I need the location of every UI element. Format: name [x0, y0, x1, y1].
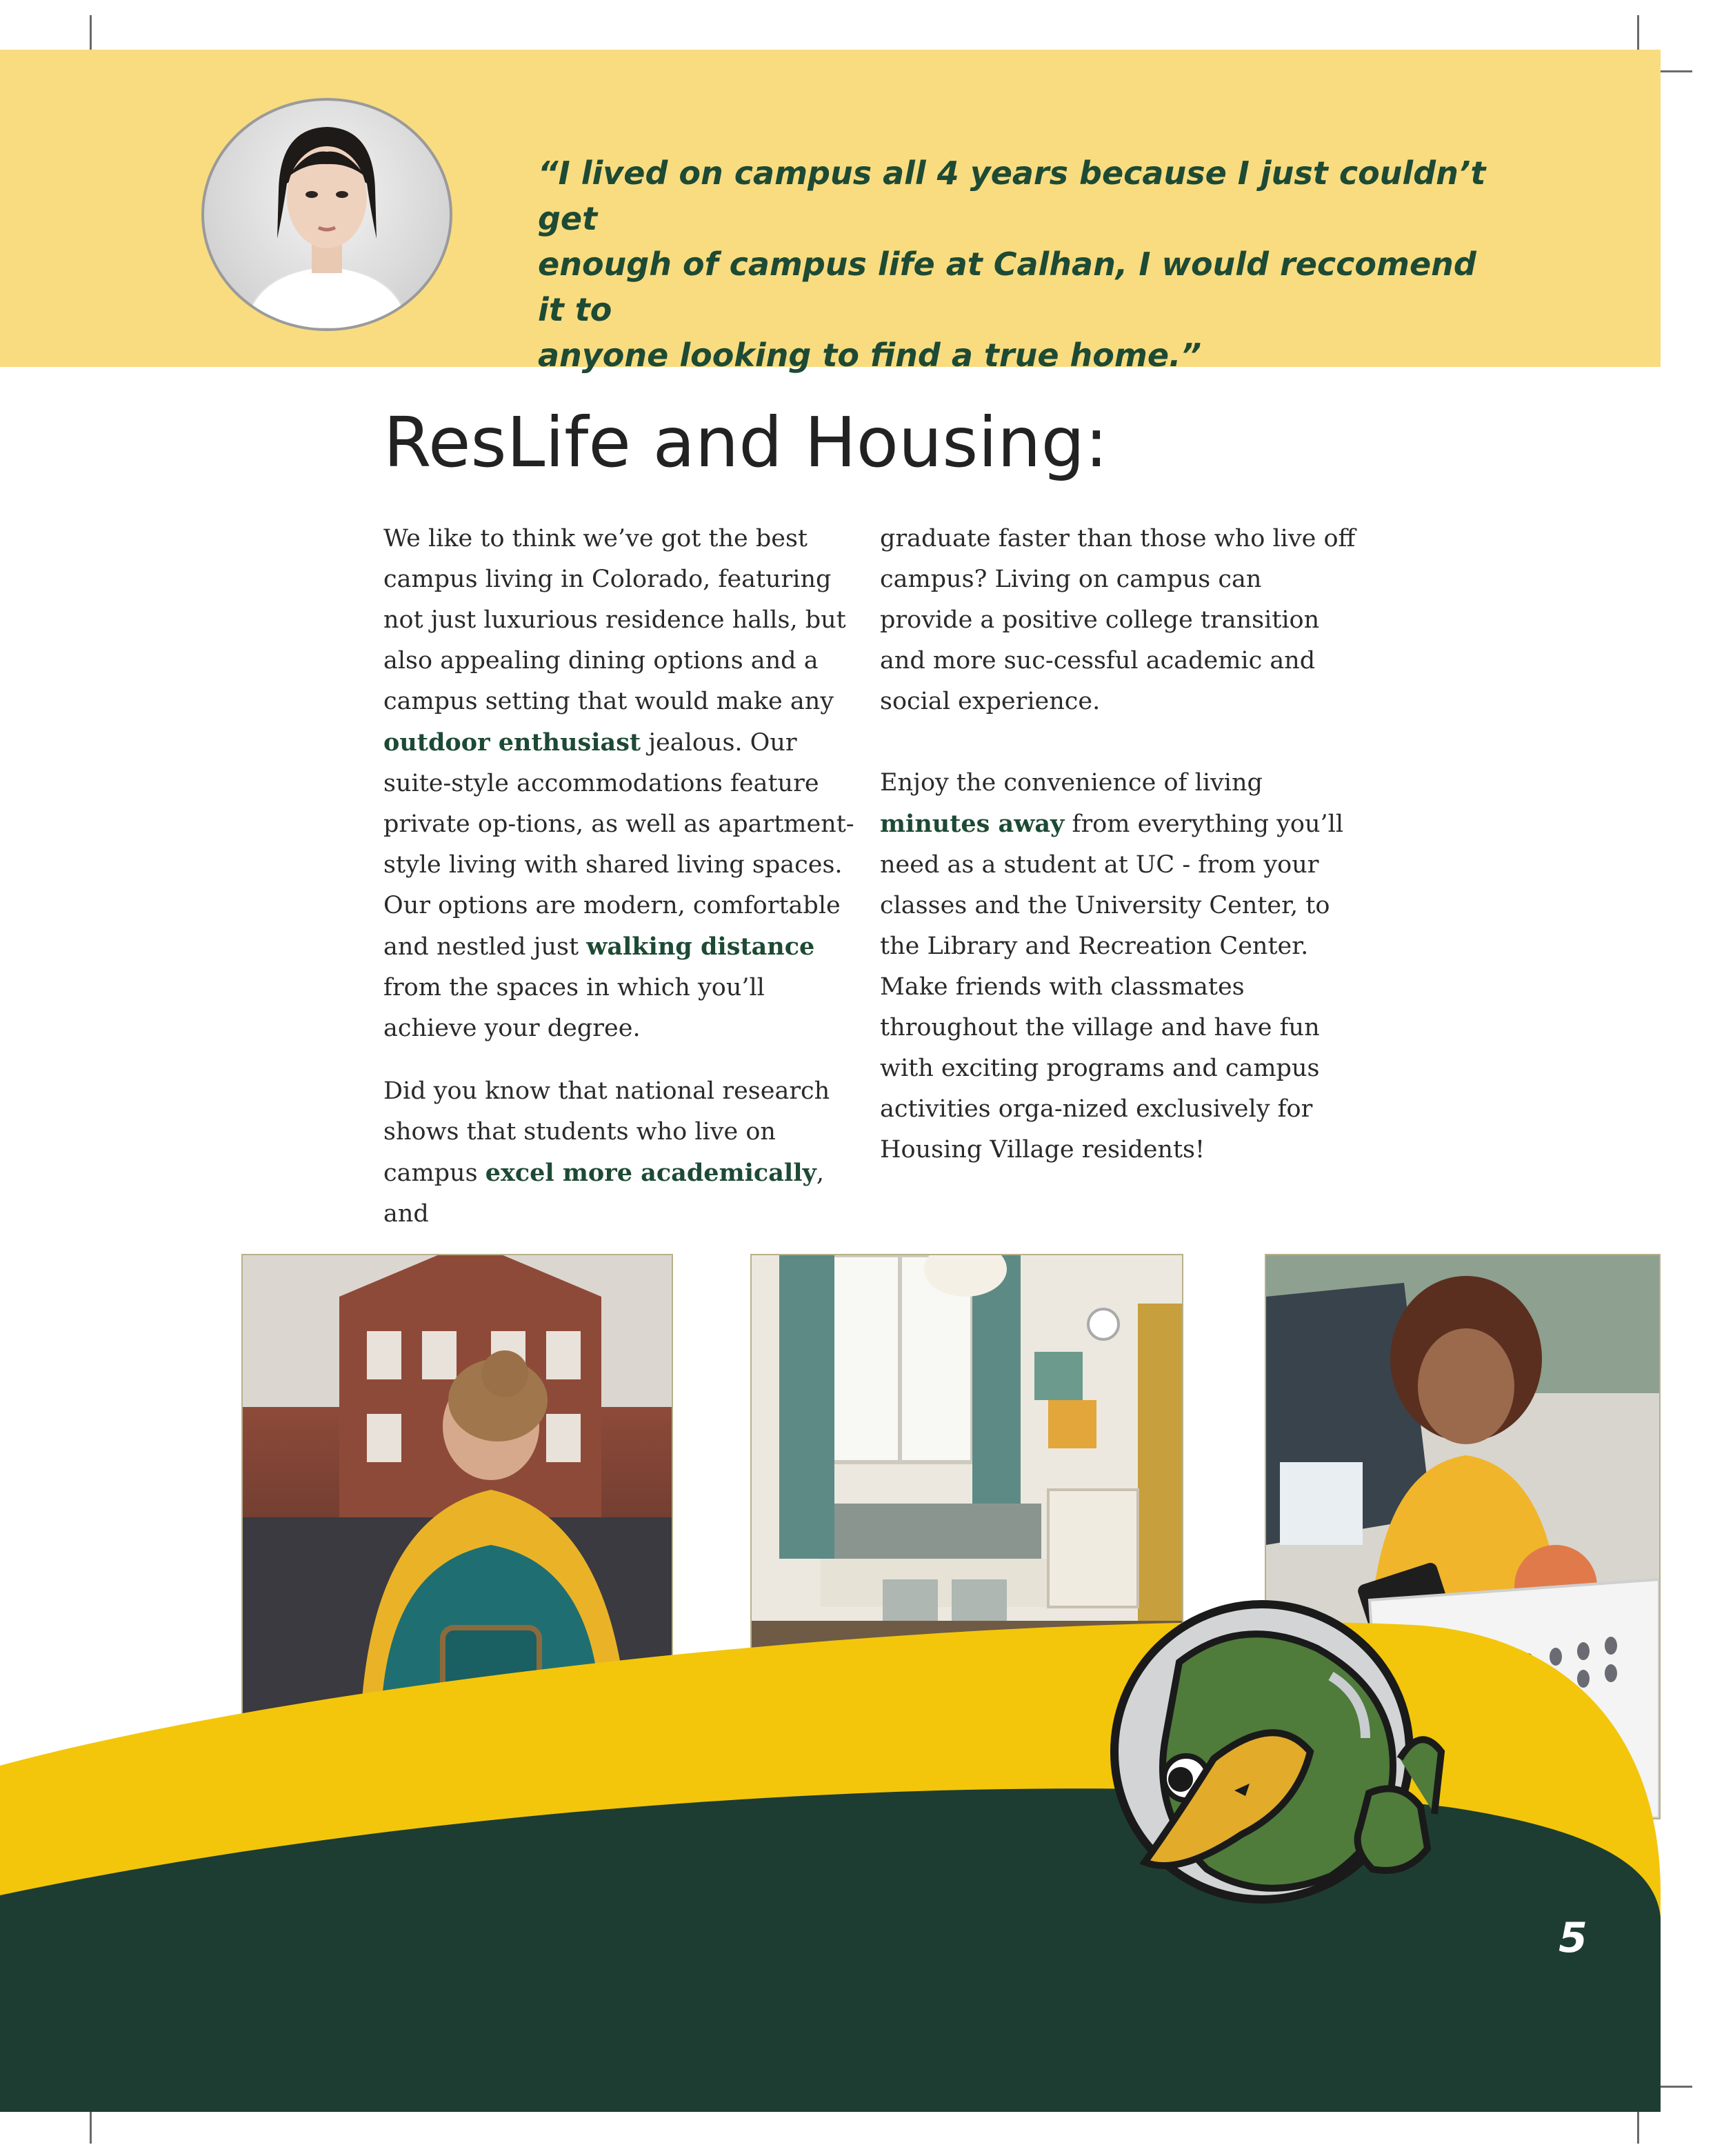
highlight-minutes-away: minutes away — [880, 810, 1065, 838]
highlight-walking-distance: walking distance — [586, 932, 815, 961]
quote-line: anyone looking to find a true home.” — [538, 337, 1202, 374]
page-title: ResLife and Housing: — [383, 402, 1108, 483]
highlight-outdoor-enthusiast: outdoor enthusiast — [383, 728, 641, 757]
quote-line: “I lived on campus all 4 years because I just couldn’t get — [538, 154, 1486, 237]
paragraph: graduate faster than those who live off campus? Living on campus can provide a positive college transition and more suc-cessful academic and social experience. — [880, 525, 1356, 715]
highlight-excel-academically: excel more academically — [485, 1159, 816, 1187]
page-number: 5 — [1558, 1914, 1587, 1962]
paragraph: Enjoy the convenience of living minutes away from everything you’ll need as a student at UC - from your classes and the University Center, to the Library and Recreation Center. Make friends with classmates throughout the village and have fun with exciting programs and campus activities orga-nized exclusively for Housing Village residents! — [880, 769, 1344, 1164]
paragraph: Did you know that national research shows that students who live on campus excel more academically, and — [383, 1077, 830, 1228]
quote-line: enough of campus life at Calhan, I would reccomend it to — [538, 246, 1476, 328]
paragraph: We like to think we’ve got the best campus living in Colorado, featuring not just luxurious residence halls, but also appealing dining options and a campus setting that would make any outdoor enthusiast jealous. Our suite-style accommodations feature private op-tions, as well as apartment-style living with shared living spaces. Our options are modern, comfortable and nestled just walking distance from the spaces in which you’ll achieve your degree. — [383, 525, 854, 1042]
duck-mascot-icon — [1103, 1586, 1462, 1945]
